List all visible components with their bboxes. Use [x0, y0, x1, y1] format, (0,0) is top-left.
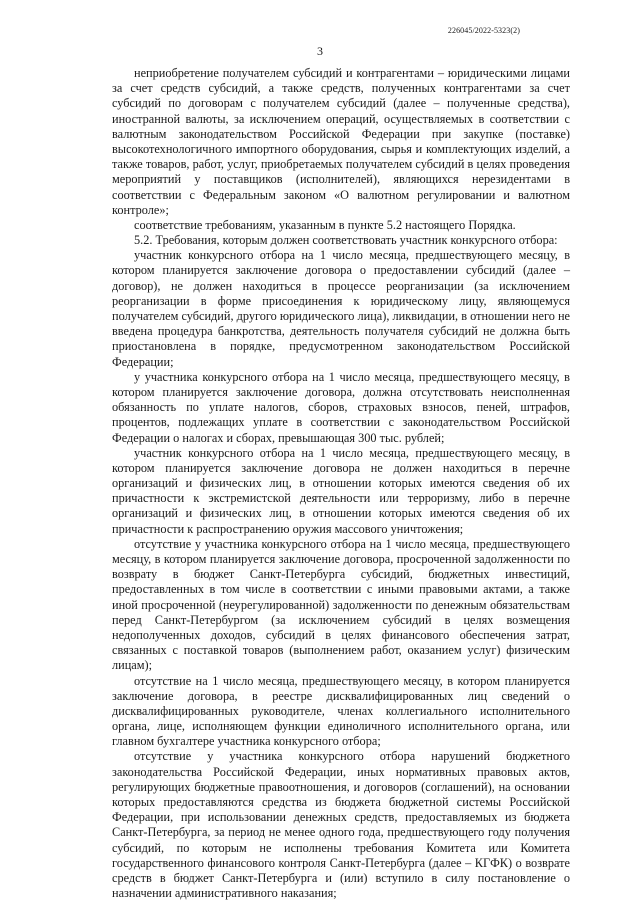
paragraph-currency-restriction: неприобретение получателем субсидий и контрагентами – юридическими лицами за счет средств субсидий, а также средств, полученных контрагентами за счет субсидий по договорам с получателем субсидий (далее – полученные средства), иностранной валюты, за исключением операций, осуществляемых в соответствии с валютным законодательством Российской Федерации при закупке (поставке) высокотехнологичного импортного оборудования, сырья и комплектующих изделий, а также товаров, работ, услуг, приобретаемых получателем субсидий в целях проведения мероприятий у поставщиков (исполнителей), являющихся нерезидентами в соответствии с Федеральным законом «О валютном регулировании и валютном контроле»;	[112, 66, 570, 217]
paragraph-no-tax-debt: у участника конкурсного отбора на 1 число месяца, предшествующего месяцу, в котором планируется заключение договора, должна отсутствовать неисполненная обязанность по уплате налогов, сборов, страховых взносов, пеней, штрафов, процентов, подлежащих уплате в соответствии с законодательством Российской Федерации о налогах и сборах, превышающая 300 тыс. рублей;	[112, 369, 570, 445]
document-id: 226045/2022-5323(2)	[447, 26, 520, 35]
paragraph-no-reorganization: участник конкурсного отбора на 1 число месяца, предшествующего месяцу, в котором планируется заключение договора о предоставлении субсидий (далее – договор), не должен находиться в процессе реорганизации (за исключением реорганизации в форме присоединения к юридическому лицу, являющемуся получателем субсидий, другого юридического лица), ликвидации, в отношении него не введена процедура банкротства, деятельность получателя субсидий не должна быть приостановлена в порядке, предусмотренном законодательством Российской Федерации;	[112, 248, 570, 369]
paragraph-section-5-2-heading: 5.2. Требования, которым должен соответствовать участник конкурсного отбора:	[134, 233, 558, 248]
paragraph-no-disqualified-persons: отсутствие на 1 число месяца, предшествующего месяцу, в котором планируется заключение договора, в реестре дисквалифицированных лиц сведений о дисквалифицированных руководителе, членах коллегиального исполнительного органа, лице, исполняющем функции единоличного исполнительного органа, или главном бухгалтере участника конкурсного отбора;	[112, 673, 570, 749]
paragraph-no-budget-violations: отсутствие у участника конкурсного отбора нарушений бюджетного законодательства Российской Федерации, иных нормативных правовых актов, регулирующих бюджетные правоотношения, и договоров (соглашений), на основании которых предоставляются средства из бюджета бюджетной системы Российской Федерации, при использовании денежных средств, предоставляемых из бюджета Санкт-Петербурга, за период не менее одного года, предшествующего году получения субсидий, по которым не исполнены требования Комитета или Комитета государственного финансового контроля Санкт-Петербурга (далее – КГФК) о возврате средств в бюджет Санкт-Петербурга и (или) вступило в силу постановление о назначении административного наказания;	[112, 749, 570, 901]
paragraph-compliance-5-2: соответствие требованиям, указанным в пункте 5.2 настоящего Порядка.	[134, 217, 516, 232]
paragraph-no-overdue-debt: отсутствие у участника конкурсного отбора на 1 число месяца, предшествующего месяцу, в котором планируется заключение договора, просроченной задолженности по возврату в бюджет Санкт-Петербурга субсидий, бюджетных инвестиций, предоставленных в том числе в соответствии с иными правовыми актами, а также иной просроченной (неурегулированной) задолженности по денежным обязательствам перед Санкт-Петербургом (за исключением субсидий в целях возмещения недополученных доходов, субсидий в целях финансового обеспечения затрат, связанных с поставкой товаров (выполнением работ, оказанием услуг) физическим лицам);	[112, 536, 570, 673]
paragraph-no-extremism-list: участник конкурсного отбора на 1 число месяца, предшествующего месяцу, в котором планируется заключение договора не должен находиться в перечне организаций и физических лиц, в отношении которых имеются сведения об их причастности к экстремистской деятельности или терроризму, либо в перечне организаций и физических лиц, в отношении которых имеются сведения об их причастности к распространению оружия массового уничтожения;	[112, 445, 570, 536]
document-body	[112, 66, 570, 901]
page-number: 3	[317, 44, 323, 58]
